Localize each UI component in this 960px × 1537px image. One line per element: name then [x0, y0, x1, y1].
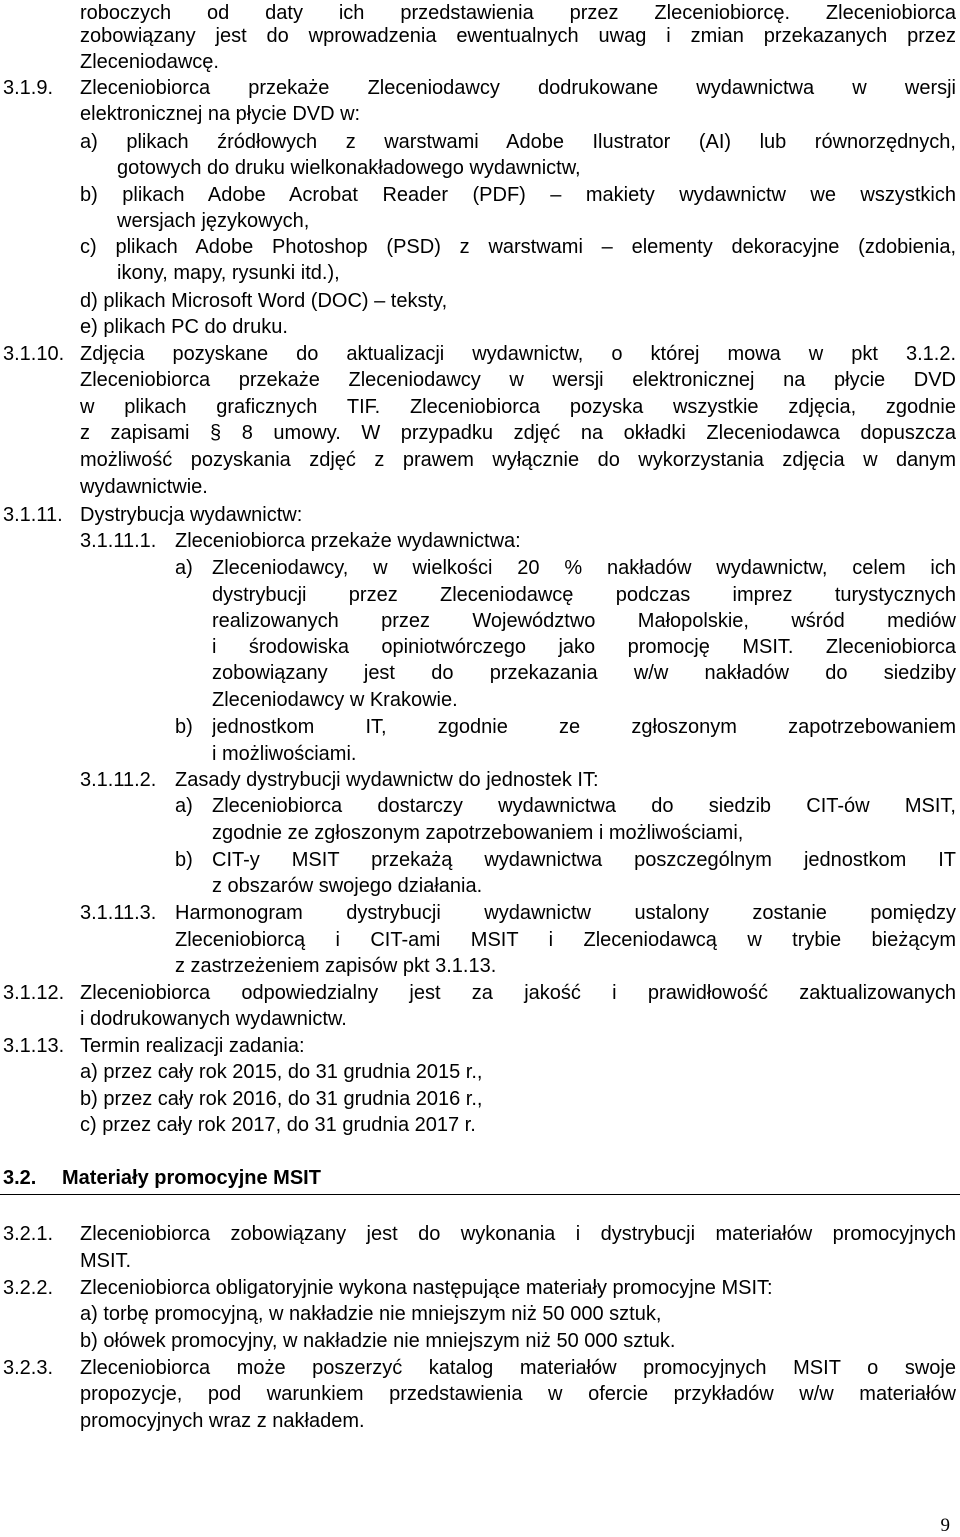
text-line: 3.1.13.: [3, 1035, 65, 1057]
text-line: 3.1.11.1.: [80, 530, 157, 552]
text-line: propozycje, pod warunkiem przedstawienia w ofercie przykładów w/w materiałów: [80, 1383, 956, 1405]
text-line: 3.2.1.: [3, 1223, 54, 1245]
text-line: wersjach językowych,: [117, 210, 310, 232]
text-line: c) przez cały rok 2017, do 31 grudnia 2017 r.: [80, 1114, 476, 1136]
text-line: d) plikach Microsoft Word (DOC) – teksty,: [80, 290, 448, 312]
text-line: CIT-y MSIT przekażą wydawnictwa poszczególnym jednostkom IT: [212, 849, 956, 871]
text-line: możliwość pozyskania zdjęć z prawem wyłącznie do wykorzystania zdjęcia w danym: [80, 449, 956, 471]
text-line: 3.1.11.3.: [80, 902, 157, 924]
text-line: gotowych do druku wielkonakładowego wydawnictw,: [117, 157, 581, 179]
text-line: 3.1.10.: [3, 343, 65, 365]
text-line: b) ołówek promocyjny, w nakładzie nie mniejszym niż 50 000 sztuk.: [80, 1330, 676, 1352]
text-line: 3.2.2.: [3, 1277, 54, 1299]
text-line: b): [175, 849, 193, 871]
text-line: a) plikach źródłowych z warstwami Adobe Ilustrator (AI) lub równorzędnych,: [80, 131, 956, 153]
text-line: 3.2.: [3, 1167, 37, 1189]
text-line: 3.1.11.2.: [80, 769, 157, 791]
text-line: jednostkom IT, zgodnie ze zgłoszonym zapotrzebowaniem: [212, 716, 956, 738]
text-line: ikony, mapy, rysunki itd.),: [117, 262, 340, 284]
text-line: wydawnictwie.: [80, 476, 208, 498]
text-line: a) torbę promocyjną, w nakładzie nie mniejszym niż 50 000 sztuk,: [80, 1303, 662, 1325]
text-line: MSIT.: [80, 1250, 132, 1272]
text-line: Zleceniobiorca przekaże Zleceniodawcy dodrukowane wydawnictwa w wersji: [80, 77, 956, 99]
text-line: Zleceniobiorca obligatoryjnie wykona następujące materiały promocyjne MSIT:: [80, 1277, 773, 1299]
text-line: z zastrzeżeniem zapisów pkt 3.1.13.: [175, 955, 497, 977]
text-line: b) plikach Adobe Acrobat Reader (PDF) – makiety wydawnictw we wszystkich: [80, 184, 956, 206]
text-line: Zleceniodawcę.: [80, 51, 219, 73]
text-line: Zleceniobiorcą i CIT-ami MSIT i Zleceniodawcą w trybie bieżącym: [175, 929, 956, 951]
text-line: b): [175, 716, 193, 738]
text-line: dystrybucji przez Zleceniodawcę podczas imprez turystycznych: [212, 584, 956, 606]
text-line: b) przez cały rok 2016, do 31 grudnia 2016 r.,: [80, 1088, 483, 1110]
text-line: 3.1.12.: [3, 982, 65, 1004]
text-line: Zleceniobiorca przekaże Zleceniodawcy w wersji elektronicznej na płycie DVD: [80, 369, 956, 391]
text-line: Zleceniobiorca odpowiedzialny jest za jakość i prawidłowość zaktualizowanych: [80, 982, 956, 1004]
text-line: e) plikach PC do druku.: [80, 316, 288, 338]
text-line: i możliwościami.: [212, 743, 357, 765]
text-line: a) przez cały rok 2015, do 31 grudnia 2015 r.,: [80, 1061, 483, 1083]
text-line: elektronicznej na płycie DVD w:: [80, 103, 361, 125]
text-line: c) plikach Adobe Photoshop (PSD) z warstwami – elementy dekoracyjne (zdobienia,: [80, 236, 956, 258]
text-line: w plikach graficznych TIF. Zleceniobiorca pozyska wszystkie zdjęcia, zgodnie: [80, 396, 956, 418]
page-number: 9: [940, 1515, 950, 1536]
text-line: Zleceniodawcy w Krakowie.: [212, 689, 458, 711]
text-line: i środowiska opiniotwórczego jako promocję MSIT. Zleceniobiorca: [212, 636, 956, 658]
text-line: Materiały promocyjne MSIT: [62, 1167, 321, 1189]
text-line: Zleceniobiorca zobowiązany jest do wykonania i dystrybucji materiałów promocyjnych: [80, 1223, 956, 1245]
text-line: Zleceniobiorca przekaże wydawnictwa:: [175, 530, 521, 552]
text-line: Dystrybucja wydawnictw:: [80, 504, 303, 526]
text-line: a): [175, 557, 193, 579]
text-line: zobowiązany jest do przekazania w/w nakładów do siedziby: [212, 662, 956, 684]
text-line: Zleceniobiorca może poszerzyć katalog materiałów promocyjnych MSIT o swoje: [80, 1357, 956, 1379]
text-line: 3.2.3.: [3, 1357, 54, 1379]
text-line: Zasady dystrybucji wydawnictw do jednostek IT:: [175, 769, 599, 791]
text-line: Zdjęcia pozyskane do aktualizacji wydawnictw, o której mowa w pkt 3.1.2.: [80, 343, 956, 365]
text-line: Termin realizacji zadania:: [80, 1035, 305, 1057]
text-line: 3.1.9.: [3, 77, 54, 99]
text-line: zgodnie ze zgłoszonym zapotrzebowaniem i możliwościami,: [212, 822, 744, 844]
text-line: zobowiązany jest do wprowadzenia ewentualnych uwag i zmian przekazanych przez: [80, 25, 956, 47]
text-line: i dodrukowanych wydawnictw.: [80, 1008, 347, 1030]
text-line: Harmonogram dystrybucji wydawnictw ustalony zostanie pomiędzy: [175, 902, 956, 924]
text-line: z obszarów swojego działania.: [212, 875, 483, 897]
text-line: Zleceniodawcy, w wielkości 20 % nakładów wydawnictw, celem ich: [212, 557, 956, 579]
text-line: Zleceniobiorca dostarczy wydawnictwa do siedzib CIT-ów MSIT,: [212, 795, 956, 817]
text-line: realizowanych przez Województwo Małopolskie, wśród mediów: [212, 610, 956, 632]
text-line: a): [175, 795, 193, 817]
text-line: z zapisami § 8 umowy. W przypadku zdjęć na okładki Zleceniodawca dopuszcza: [80, 422, 956, 444]
text-line: roboczych od daty ich przedstawienia przez Zleceniobiorcę. Zleceniobiorca: [80, 2, 956, 24]
text-line: 3.1.11.: [3, 504, 63, 526]
section-divider: [0, 1194, 960, 1195]
text-line: promocyjnych wraz z nakładem.: [80, 1410, 365, 1432]
